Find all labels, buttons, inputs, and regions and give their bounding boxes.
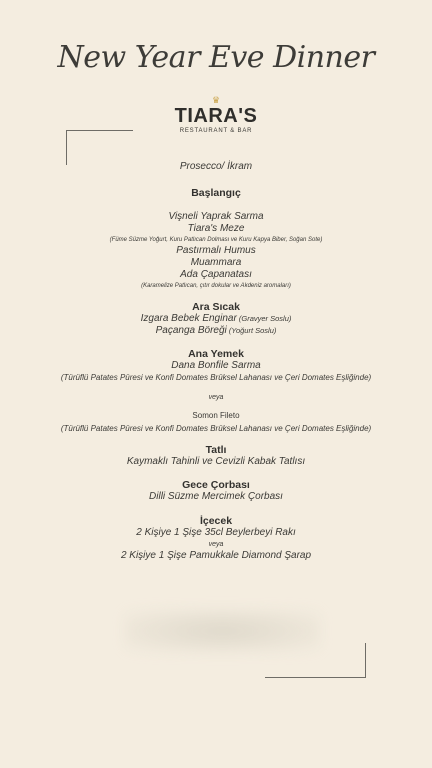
blurred-area [125,610,320,652]
or-separator: veya [208,394,224,401]
menu-item: Somon Fileto [192,411,240,420]
restaurant-logo [0,96,432,134]
section-heading-dessert: Tatlı [205,444,227,456]
menu-item: Pastırmalı Humus [176,245,256,256]
or-separator: veya [208,541,224,548]
menu-item-note: (Gravyer Soslu) [236,314,292,323]
menu-item-note: (Türüflü Patates Püresi ve Konfi Domates Brüksel Lahanası ve Çeri Domates Eşliğinde) [60,424,372,433]
menu-item: Dana Bonfile Sarma [171,360,261,371]
menu-item-name: Paçanga Böreği [155,325,227,336]
section-heading-main: Ana Yemek [188,348,244,360]
menu-item: 2 Kişiye 1 Şişe 35cl Beylerbeyi Rakı [136,527,296,538]
menu [0,158,432,562]
menu-item: Vişneli Yaprak Sarma [168,211,264,222]
menu-item: Muammara [190,257,242,268]
crown-icon: ♛ [211,95,221,105]
menu-item-note: (Yoğurt Soslu) [226,326,277,335]
page-title: New Year Eve Dinner [57,40,375,75]
section-heading-ara-sicak: Ara Sıcak [192,301,240,313]
section-heading-night-soup: Gece Çorbası [182,479,250,491]
menu-item: Tiara's Meze [187,223,245,234]
menu-item: Dilli Süzme Mercimek Çorbası [149,491,283,502]
logo-name: TIARA'S [174,105,258,127]
welcome-drink: Prosecco/ İkram [179,161,253,172]
section-heading-starter: Başlangıç [191,187,241,199]
menu-item: 2 Kişiye 1 Şişe Pamukkale Diamond Şarap [120,550,312,561]
menu-item-note: (Karamelize Patlıcan, çıtır dokular ve Akdeniz aromaları) [141,283,291,289]
section-heading-drinks: İçecek [199,515,233,527]
menu-item: Kaymaklı Tahinli ve Cevizli Kabak Tatlısı [126,456,306,467]
menu-item: Ada Çapanatası [180,269,252,280]
menu-item [0,313,432,325]
menu-item [0,325,432,337]
menu-item-note: (Füme Süzme Yoğurt, Kuru Patlıcan Dolması ve Kuru Kapya Biber, Soğan Sote) [109,237,323,243]
menu-item-name: Izgara Bebek Enginar [140,313,237,324]
logo-subtitle: RESTAURANT & BAR [179,128,253,134]
menu-item-note: (Türüflü Patates Püresi ve Konfi Domates Brüksel Lahanası ve Çeri Domates Eşliğinde) [60,373,372,382]
